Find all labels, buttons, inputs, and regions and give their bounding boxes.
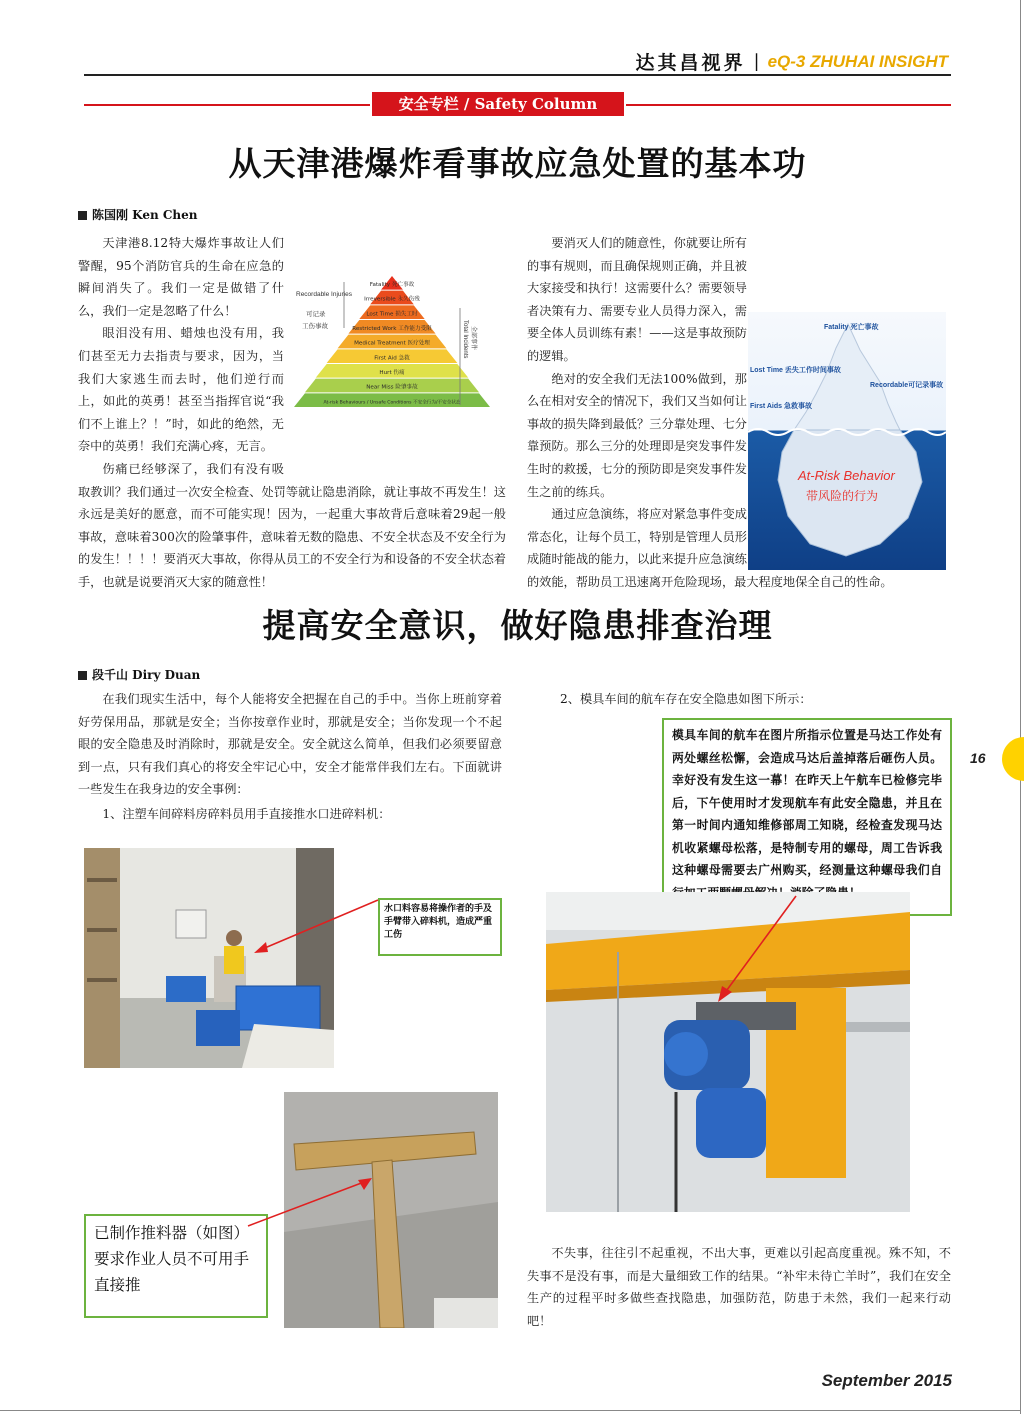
article2-intro-paragraph: 在我们现实生活中，每个人能将安全把握在自己的手中。当你上班前穿着好劳保用品，那就是安全；当你按章作业时，那就是安全；当你发现一个不起眼的安全隐患及时消除时，那就是安全。安全就这么简单，但我们必须要留意到一点，只有我们真心的将安全牢记心中，安全才能常伴我们左右。下面就讲一些发生在我身边的安全事例： [78, 692, 502, 797]
article1-left-main [78, 232, 506, 594]
article1-right-paragraph-2: 通过应急演练，将应对紧急事件变成常态化，让每个员工，特别是管理人员形成随时能战的能力，以此来提升应急演练的效能，帮助员工迅速离开危险现场，最大程度地保全自己的性命。 [527, 507, 893, 589]
byline-square-icon [78, 671, 87, 680]
article1-left-paragraph-2: 伤痛已经够深了，我们有没有吸取教训？我们通过一次安全检查、处罚等就让隐患消除，就让事故不再发生！这永远是美好的愿意，而不可能实现！因为，一起重大事故背后意味着29起一般事故，意味着300次的险肇事件，意味着无数的隐患、不安全状态及不安全行为的发生！！！！要消灭大事故，你得从员工的不安全行为和设备的不安全状态着手，也就是说要消灭大家的随意性！ [78, 461, 506, 589]
iceberg-behavior-cn: 带风险的行为 [806, 489, 879, 503]
page-number: 16 [970, 750, 986, 766]
pyramid-left-label-1: 可记录 [306, 310, 326, 318]
pusher-tool-callout: 已制作推料器（如图）要求作业人员不可用手直接推 [84, 1214, 268, 1318]
pyramid-left-label-2: 工伤事故 [302, 322, 328, 330]
iceberg-fatality-label: Fatality 死亡事故 [824, 324, 879, 331]
article2-item-2-block [560, 688, 950, 711]
iceberg-svg [748, 312, 946, 570]
pyramid-right-label-1: 全部事件 [470, 326, 477, 351]
article2-intro [78, 688, 502, 826]
callout-arrow-3 [712, 892, 804, 1008]
article1-right-paragraph-1: 绝对的安全我们无法100%做到，那么在相对安全的情况下，我们又当如何让事故的损失降到最低？三分靠处理、七分靠预防。那么三分的处理即是突发事件发生时的救援，七分的预防即是突发事件发生之前的练兵。 [527, 371, 747, 499]
article2-closing-paragraph: 不失事，往往引不起重视，不出大事，更难以引起高度重视。殊不知，不失事不是没有事，而是大量细致工作的结果。“补牢未待亡羊时”，我们在安全生产的过程平时多做些查找隐患，加强防范，防患于未然，我们一起来行动吧！ [527, 1246, 951, 1328]
crusher-hazard-callout: 水口料容易将操作者的手及手臂带入碎料机，造成严重工伤 [378, 898, 502, 956]
pyramid-level-label-8: At-risk Behaviours / Unsafe Conditions 不安全行为/不安全状态 [323, 400, 461, 406]
iceberg-first-aids-label: First Aids 急救事故 [750, 403, 812, 410]
iceberg-behavior-en: At-Risk Behavior [798, 468, 895, 483]
magazine-name-cn: 达其昌视界 [635, 52, 746, 74]
article2-title: 提高安全意识，做好隐患排查治理 [262, 606, 773, 645]
pyramid-level-label-2: Lost Time 损失工时 [366, 311, 418, 318]
masthead [636, 48, 949, 75]
article2-item-2: 2、模具车间的航车存在安全隐患如图下所示： [560, 692, 812, 706]
callout-arrow-2 [240, 1172, 376, 1232]
pyramid-level-label-5: First Aid 急救 [374, 355, 410, 362]
article2-closing [527, 1242, 951, 1332]
page-tab-marker [1002, 737, 1024, 781]
pyramid-level-label-6: Hurt 伤痛 [379, 369, 405, 376]
column-tag-line-right [626, 104, 951, 106]
iceberg-figure [748, 312, 946, 570]
page-border-right [1020, 0, 1021, 1414]
issue-date: September 2015 [821, 1371, 952, 1390]
article2-item-1: 1、注塑车间碎料房碎料员用手直接推水口进碎料机： [102, 806, 391, 821]
article1-byline [78, 206, 198, 223]
masthead-separator: | [753, 51, 760, 72]
pyramid-level-label-1: Irreversible 永久伤残 [364, 296, 420, 303]
header-rule [84, 74, 951, 76]
callout-arrow-1 [250, 890, 382, 960]
pyramid-level-label-3: Restricted Work 工作能力受限 [352, 325, 432, 332]
crane-hazard-callout: 模具车间的航车在图片所指示位置是马达工作处有两处螺丝松懈，会造成马达后盖掉落后砸伤人员。幸好没有发生这一幕！在昨天上午航车已检修完毕后，下午使用时才发现航车有此安全隐患，并且在第一时间内通知维修部周工知晓，经检查发现马达机收紧螺母松落，是特制专用的螺母，周工告诉我这种螺母需要去广州购买，经测量这种螺母我们自 [662, 718, 952, 916]
article1-left-paragraph-0: 天津港8.12特大爆炸事故让人们警醒，95个消防官兵的生命在应急的瞬间消失了。我们一定是做错了什么，我们一定是忽略了什么！ [78, 236, 284, 318]
pyramid-level-label-4: Medical Treatment 医疗处理 [354, 340, 430, 347]
magazine-name-en: eQ-3 ZHUHAI INSIGHT [767, 51, 948, 71]
iceberg-lost-time-label: Lost Time 丢失工作时间事故 [750, 367, 841, 374]
article1-right-paragraph-0: 要消灭人们的随意性，你就要让所有的事有规则，而且确保规则正确，并且被大家接受和执行！这需要什么？需要领导者决策有力、需要专业人员得力深入，需要全体人员训练有素！——这是事故预防的逻辑。 [527, 236, 747, 363]
article1-left-paragraph-1: 眼泪没有用、蜡烛也没有用，我们甚至无力去指责与要求，因为，当我们大家逃生而去时，他们逆行而上，如此的英勇！甚至当指挥官说“我们不上谁上？！”时，如此的绝然，无奈中的英勇！我们充满心疼，无言。 [78, 326, 284, 454]
pyramid-left-label-0: Recordable Injuries [296, 291, 353, 298]
article2-author: 段千山 Diry Duan [92, 668, 201, 682]
pyramid-level-label-7: Near Miss 险肇事故 [366, 384, 418, 391]
iceberg-recordable-label: Recordable可记录事故 [870, 382, 944, 389]
byline-square-icon [78, 211, 87, 220]
article1-title: 从天津港爆炸看事故应急处置的基本功 [228, 144, 807, 183]
article1-author: 陈国刚 Ken Chen [92, 208, 198, 222]
pyramid-level-label-0: Fatality 死亡事故 [369, 281, 415, 288]
article2-byline [78, 666, 200, 683]
page-border-bottom [0, 1410, 1021, 1411]
column-tag-line-left [84, 104, 370, 106]
column-tag: 安全专栏 / Safety Column [372, 92, 624, 116]
pyramid-right-label-0: Total Incidents [462, 320, 468, 359]
